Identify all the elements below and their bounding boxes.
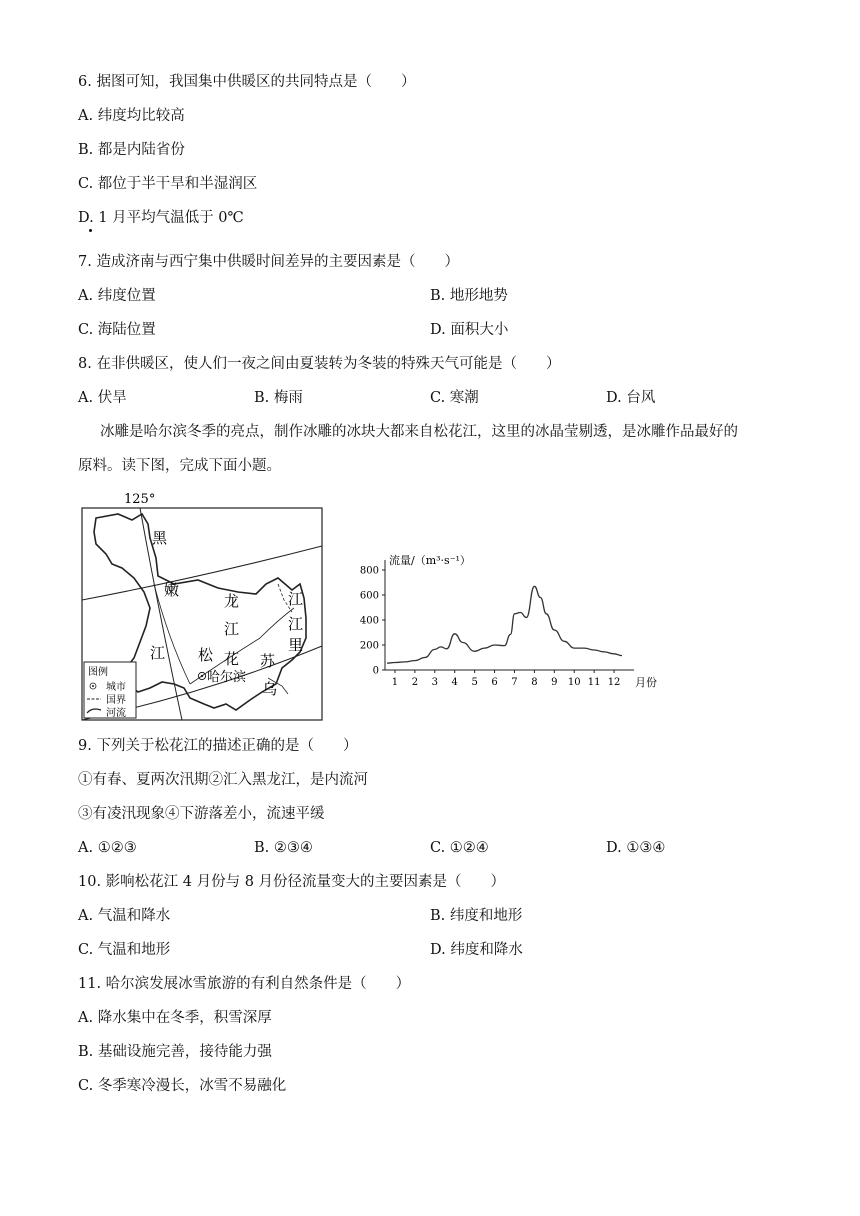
chart-y-tick-label: 800 xyxy=(359,565,379,577)
q6-option-b[interactable]: B. 都是内陆省份 xyxy=(78,142,185,158)
river-flow-chart xyxy=(345,548,675,698)
songhua-river-map xyxy=(78,488,328,724)
q9-statement-2: ③有凌汛现象④下游落差小，流速平缓 xyxy=(78,806,325,822)
chart-x-tick-label: 10 xyxy=(567,677,581,688)
q9-stem: 9. 下列关于松花江的描述正确的是（ ） xyxy=(78,738,358,754)
q8-option-d[interactable]: D. 台风 xyxy=(606,390,656,406)
q9-statement-1: ①有春、夏两次汛期②汇入黑龙江，是内流河 xyxy=(78,772,368,788)
q11-option-a[interactable]: A. 降水集中在冬季，积雪深厚 xyxy=(78,1010,272,1026)
legend-title: 图例 xyxy=(88,667,108,678)
q11-option-b[interactable]: B. 基础设施完善，接待能力强 xyxy=(78,1044,272,1060)
chart-x-tick-label: 5 xyxy=(471,677,478,688)
map-char-jiang-3: 江 xyxy=(150,644,166,662)
chart-x-tick-label: 12 xyxy=(607,677,621,688)
map-char-jiang-1: 江 xyxy=(224,620,240,638)
q8-option-c[interactable]: C. 寒潮 xyxy=(430,390,479,406)
map-char-long: 龙 xyxy=(224,592,240,610)
chart-x-tick-label: 7 xyxy=(511,677,518,688)
chart-x-tick-label: 9 xyxy=(551,677,558,688)
chart-y-tick-label: 200 xyxy=(359,640,379,652)
chart-y-tick-label: 400 xyxy=(359,615,379,627)
q7-option-d[interactable]: D. 面积大小 xyxy=(430,322,509,338)
chart-xlabel: 月份 xyxy=(635,676,657,689)
chart-series-line xyxy=(387,586,622,663)
chart-x-tick-label: 4 xyxy=(451,677,458,688)
q10-option-a[interactable]: A. 气温和降水 xyxy=(78,908,171,924)
chart-ylabel: 流量/（m³·s⁻¹） xyxy=(389,554,471,567)
q11-stem: 11. 哈尔滨发展冰雪旅游的有利自然条件是（ ） xyxy=(78,976,411,992)
q6-option-c[interactable]: C. 都位于半干旱和半湿润区 xyxy=(78,176,258,192)
map-char-wu: 乌 xyxy=(262,680,278,698)
chart-x-tick-label: 2 xyxy=(411,677,419,688)
q10-option-c[interactable]: C. 气温和地形 xyxy=(78,942,171,958)
q8-option-a[interactable]: A. 伏旱 xyxy=(78,390,127,406)
q7-option-c[interactable]: C. 海陆位置 xyxy=(78,322,156,338)
chart-x-tick-label: 1 xyxy=(391,677,399,688)
q9-option-a[interactable]: A. ①②③ xyxy=(78,840,137,856)
q6-stem: 6. 据图可知，我国集中供暖区的共同特点是（ ） xyxy=(78,74,416,90)
legend-city: 城市 xyxy=(106,682,126,693)
chart-x-tick-label: 11 xyxy=(587,677,601,688)
map-char-su: 苏 xyxy=(260,652,276,670)
q8-option-b[interactable]: B. 梅雨 xyxy=(254,390,303,406)
chart-x-tick-label: 6 xyxy=(491,677,498,688)
map-char-jiang-4: 江 xyxy=(288,615,304,633)
q6-option-d[interactable]: D. 1 月平均气温低于 0℃ xyxy=(78,210,244,226)
q9-option-d[interactable]: D. ①③④ xyxy=(606,840,666,856)
q7-option-a[interactable]: A. 纬度位置 xyxy=(78,288,156,304)
q10-option-d[interactable]: D. 纬度和降水 xyxy=(430,942,523,958)
map-char-li: 里 xyxy=(288,636,304,654)
passage-line-1: 冰雕是哈尔滨冬季的亮点，制作冰雕的冰块大都来自松花江，这里的冰晶莹剔透，是冰雕作品最好的 xyxy=(100,424,738,440)
map-char-nen: 嫩 xyxy=(164,581,180,599)
q7-option-b[interactable]: B. 地形地势 xyxy=(430,288,508,304)
chart-x-tick-label: 8 xyxy=(531,677,538,688)
legend-river: 河流 xyxy=(106,708,126,719)
map-char-hua: 花 xyxy=(224,650,240,668)
longitude-label: 125° xyxy=(124,492,156,507)
q6-option-a[interactable]: A. 纬度均比较高 xyxy=(78,108,185,124)
passage-line-2: 原料。读下图，完成下面小题。 xyxy=(78,458,281,474)
q9-option-c[interactable]: C. ①②④ xyxy=(430,840,489,856)
q10-stem: 10. 影响松花江 4 月份与 8 月份径流量变大的主要因素是（ ） xyxy=(78,874,506,890)
q11-option-c[interactable]: C. 冬季寒冷漫长，冰雪不易融化 xyxy=(78,1078,287,1094)
q9-option-b[interactable]: B. ②③④ xyxy=(254,840,313,856)
map-char-song: 松 xyxy=(198,646,214,664)
emphasis-dot xyxy=(89,229,92,232)
q10-option-b[interactable]: B. 纬度和地形 xyxy=(430,908,523,924)
legend-border: 国界 xyxy=(106,695,126,706)
q8-stem: 8. 在非供暖区，使人们一夜之间由夏装转为冬装的特殊天气可能是（ ） xyxy=(78,356,561,372)
chart-y-tick-label: 0 xyxy=(372,665,379,677)
map-char-hei: 黑 xyxy=(152,529,168,547)
chart-x-tick-label: 3 xyxy=(431,677,438,688)
map-char-jiang-2: 江 xyxy=(288,590,304,608)
chart-y-tick-label: 600 xyxy=(359,590,379,602)
q7-stem: 7. 造成济南与西宁集中供暖时间差异的主要因素是（ ） xyxy=(78,254,459,270)
city-label-harbin: 哈尔滨 xyxy=(207,670,247,685)
